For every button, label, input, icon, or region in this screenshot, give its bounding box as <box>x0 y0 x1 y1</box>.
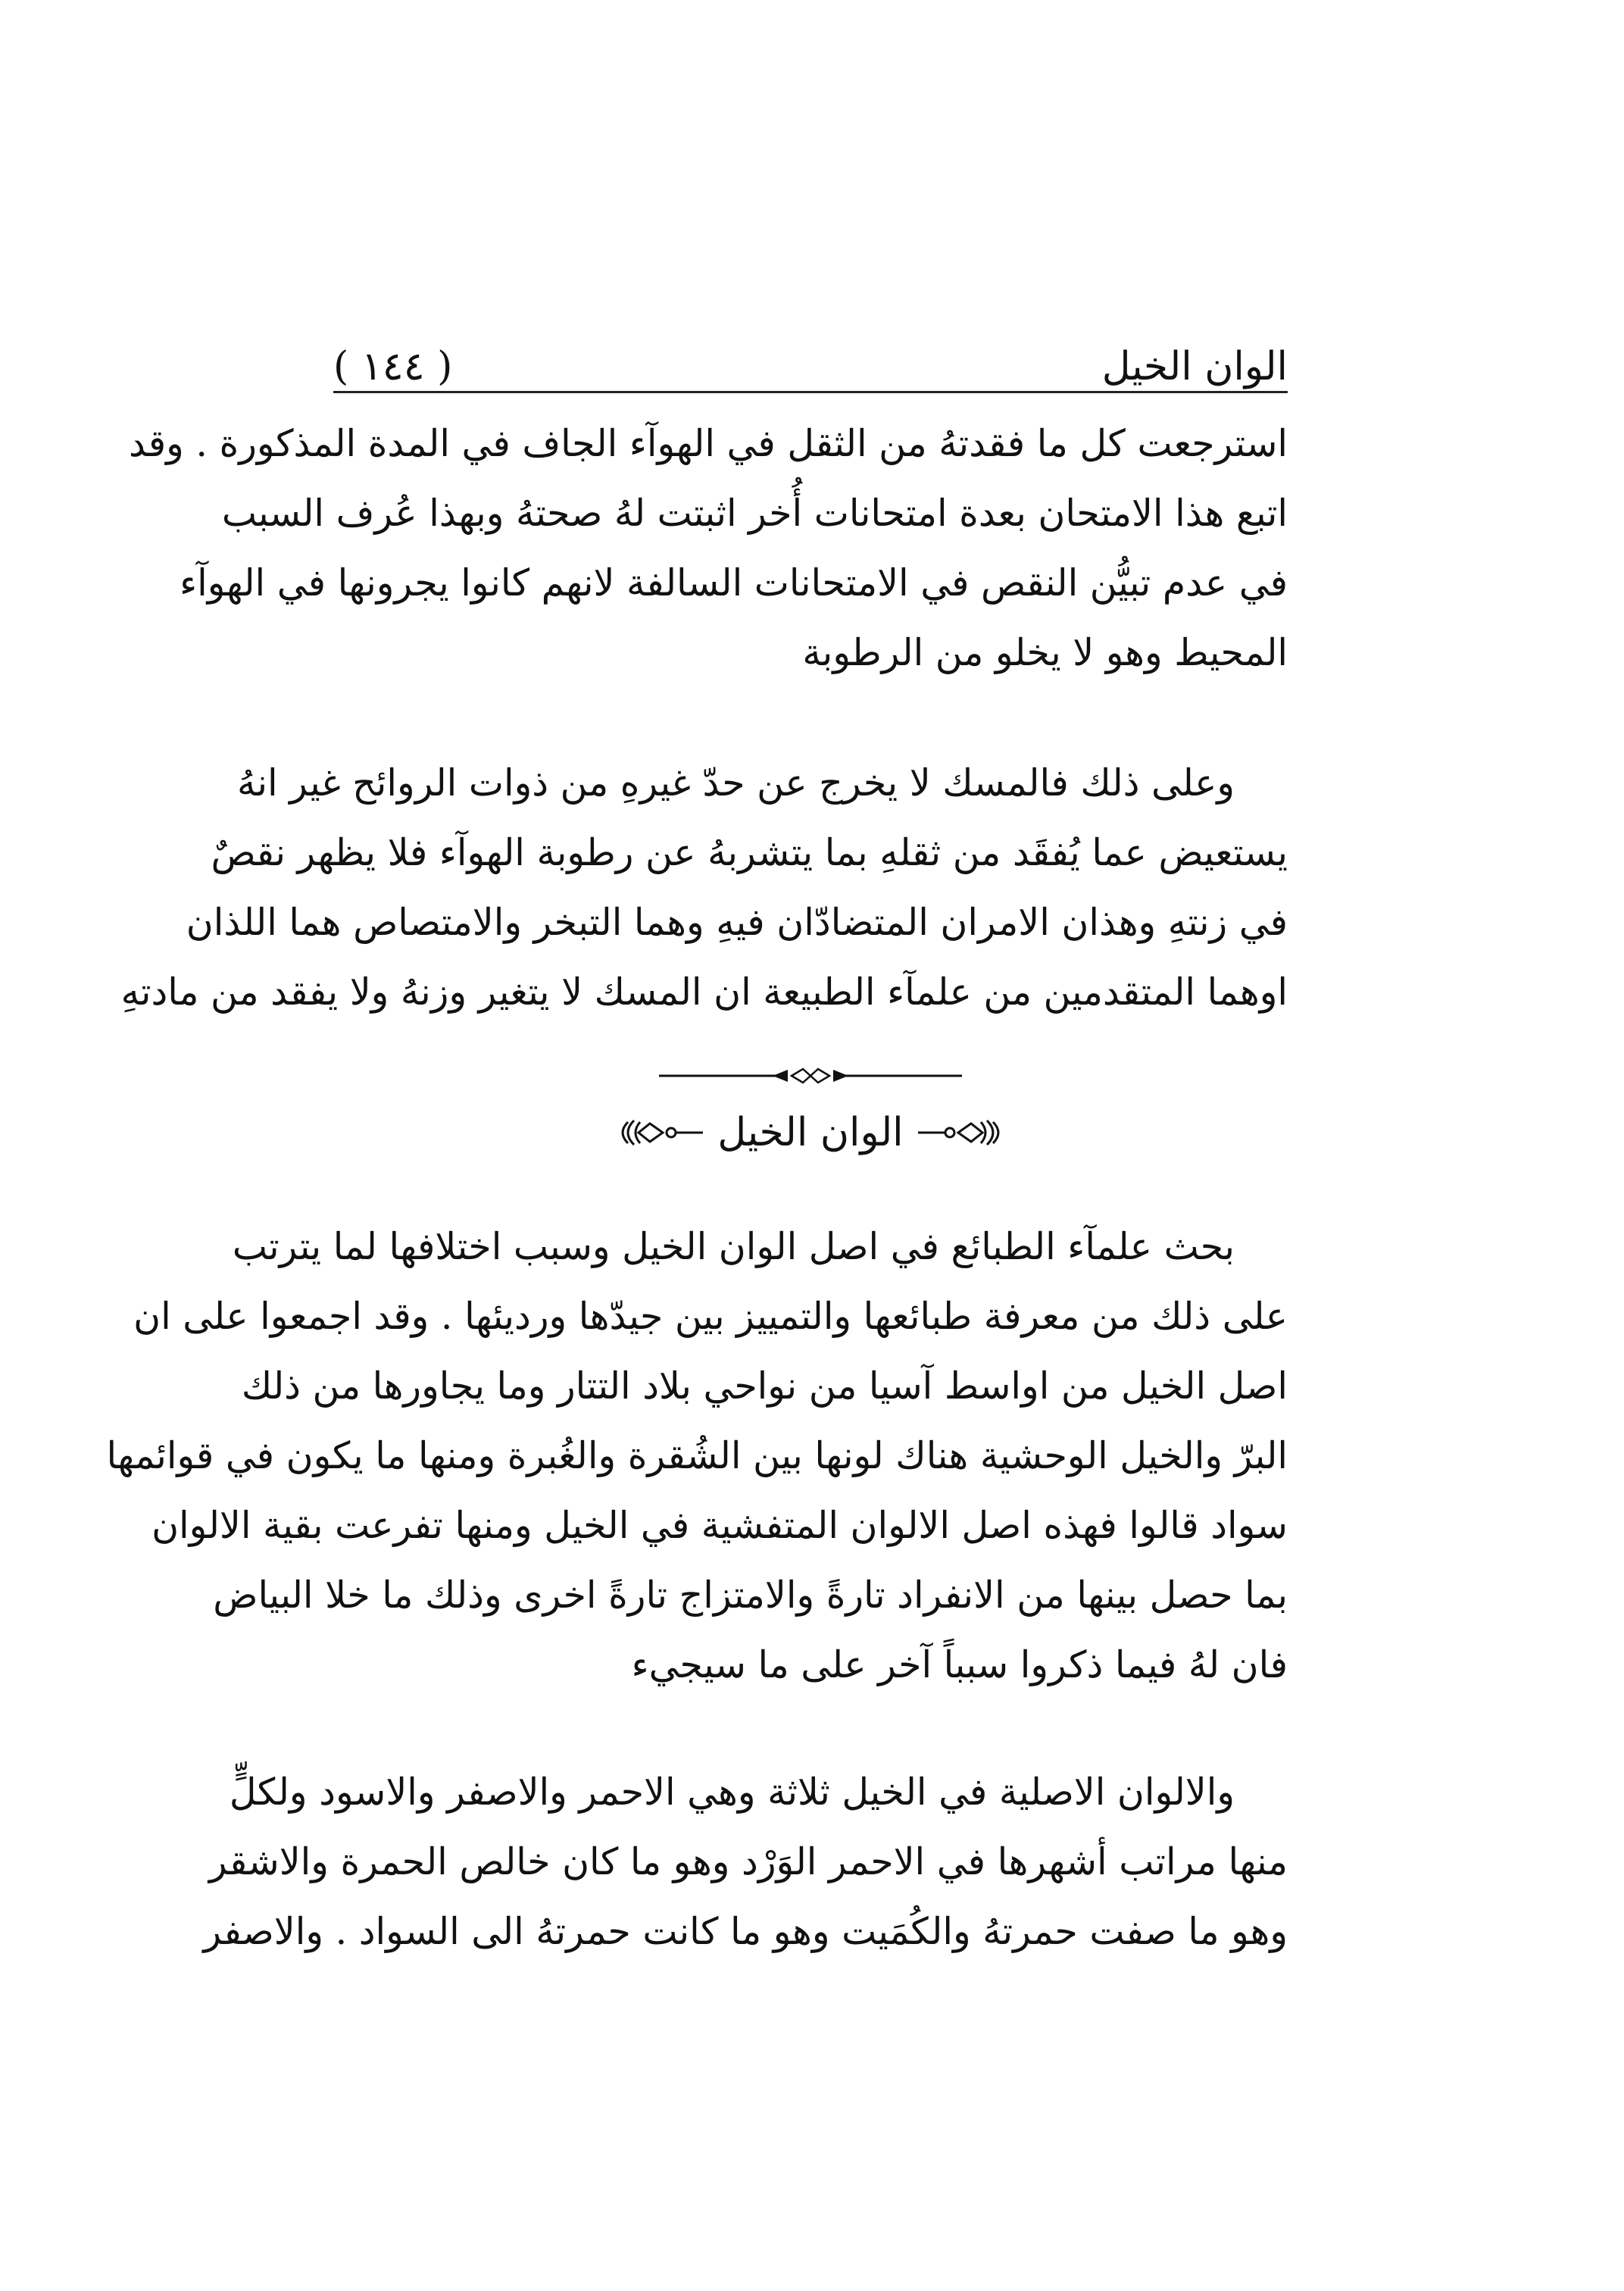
paragraph-musk <box>120 749 1288 1027</box>
text-line: اصل الخيل من اواسط آسيا من نواحي بلاد التتار وما يجاورها من ذلك <box>241 1364 1288 1408</box>
text-line: منها مراتب أشهرها في الاحمر الوَرْد وهو ما كان خالص الحمرة والاشقر <box>208 1840 1288 1883</box>
text-line: على ذلك من معرفة طبائعها والتمييز بين جيدّها ورديئها . وقد اجمعوا على ان <box>133 1295 1288 1338</box>
heading-ornament-right-icon <box>914 1117 1005 1148</box>
text-line: اتبع هذا الامتحان بعدة امتحانات أُخر اثبتت لهُ صحتهُ وبهذا عُرف السبب <box>221 492 1288 535</box>
header-rule <box>333 391 1288 393</box>
paragraph-continuation <box>129 409 1288 688</box>
section-title: الوان الخيل <box>717 1110 904 1155</box>
page-header <box>333 318 1288 389</box>
text-line: فان لهُ فيما ذكروا سبباً آخر على ما سيجيء <box>631 1643 1288 1686</box>
text-line: بحث علمآء الطبائع في اصل الوان الخيل وسبب اختلافها لما يترتب <box>232 1225 1235 1268</box>
text-line: وهو ما صفت حمرتهُ والكُمَيت وهو ما كانت حمرتهُ الى السواد . والاصفر <box>203 1910 1288 1953</box>
text-line: يستعيض عما يُفقَد من ثقلهِ بما يتشربهُ عن رطوبة الهوآء فلا يظهر نقصٌ <box>211 831 1288 874</box>
text-line: بما حصل بينها من الانفراد تارةً والامتزاج تارةً اخرى وذلك ما خلا البياض <box>213 1574 1288 1617</box>
heading-ornament-left-icon <box>616 1117 707 1148</box>
text-line: استرجعت كل ما فقدتهُ من الثقل في الهوآء الجاف في المدة المذكورة . وقد <box>129 422 1288 465</box>
text-line: سواد قالوا فهذه اصل الالوان المتفشية في الخيل ومنها تفرعت بقية الالوان <box>151 1504 1288 1547</box>
text-line: والالوان الاصلية في الخيل ثلاثة وهي الاحمر والاصفر والاسود ولكلٍّ <box>229 1771 1235 1814</box>
section-heading <box>333 1091 1288 1174</box>
text-line: في عدم تبيُّن النقص في الامتحانات السالفة لانهم كانوا يجرونها في الهوآء <box>180 561 1288 605</box>
ornamental-divider <box>659 1067 962 1085</box>
text-line: البرّ والخيل الوحشية هناك لونها بين الشُقرة والغُبرة ومنها ما يكون في قوائمها <box>106 1434 1288 1477</box>
paragraph-horse-origins <box>106 1212 1288 1700</box>
running-title: الوان الخيل <box>1101 344 1288 389</box>
text-line: المحيط وهو لا يخلو من الرطوبة <box>802 631 1288 674</box>
text-line: اوهما المتقدمين من علمآء الطبيعة ان المسك لا يتغير وزنهُ ولا يفقد من مادتهِ <box>120 970 1288 1014</box>
text-line: وعلى ذلك فالمسك لا يخرج عن حدّ غيرهِ من ذوات الروائح غير انهُ <box>237 761 1235 805</box>
paragraph-primary-colors <box>203 1758 1288 1967</box>
page-number: ( ١٤٤ ) <box>333 344 453 389</box>
text-line: في زنتهِ وهذان الامران المتضادّان فيهِ وهما التبخر والامتصاص هما اللذان <box>186 901 1288 944</box>
